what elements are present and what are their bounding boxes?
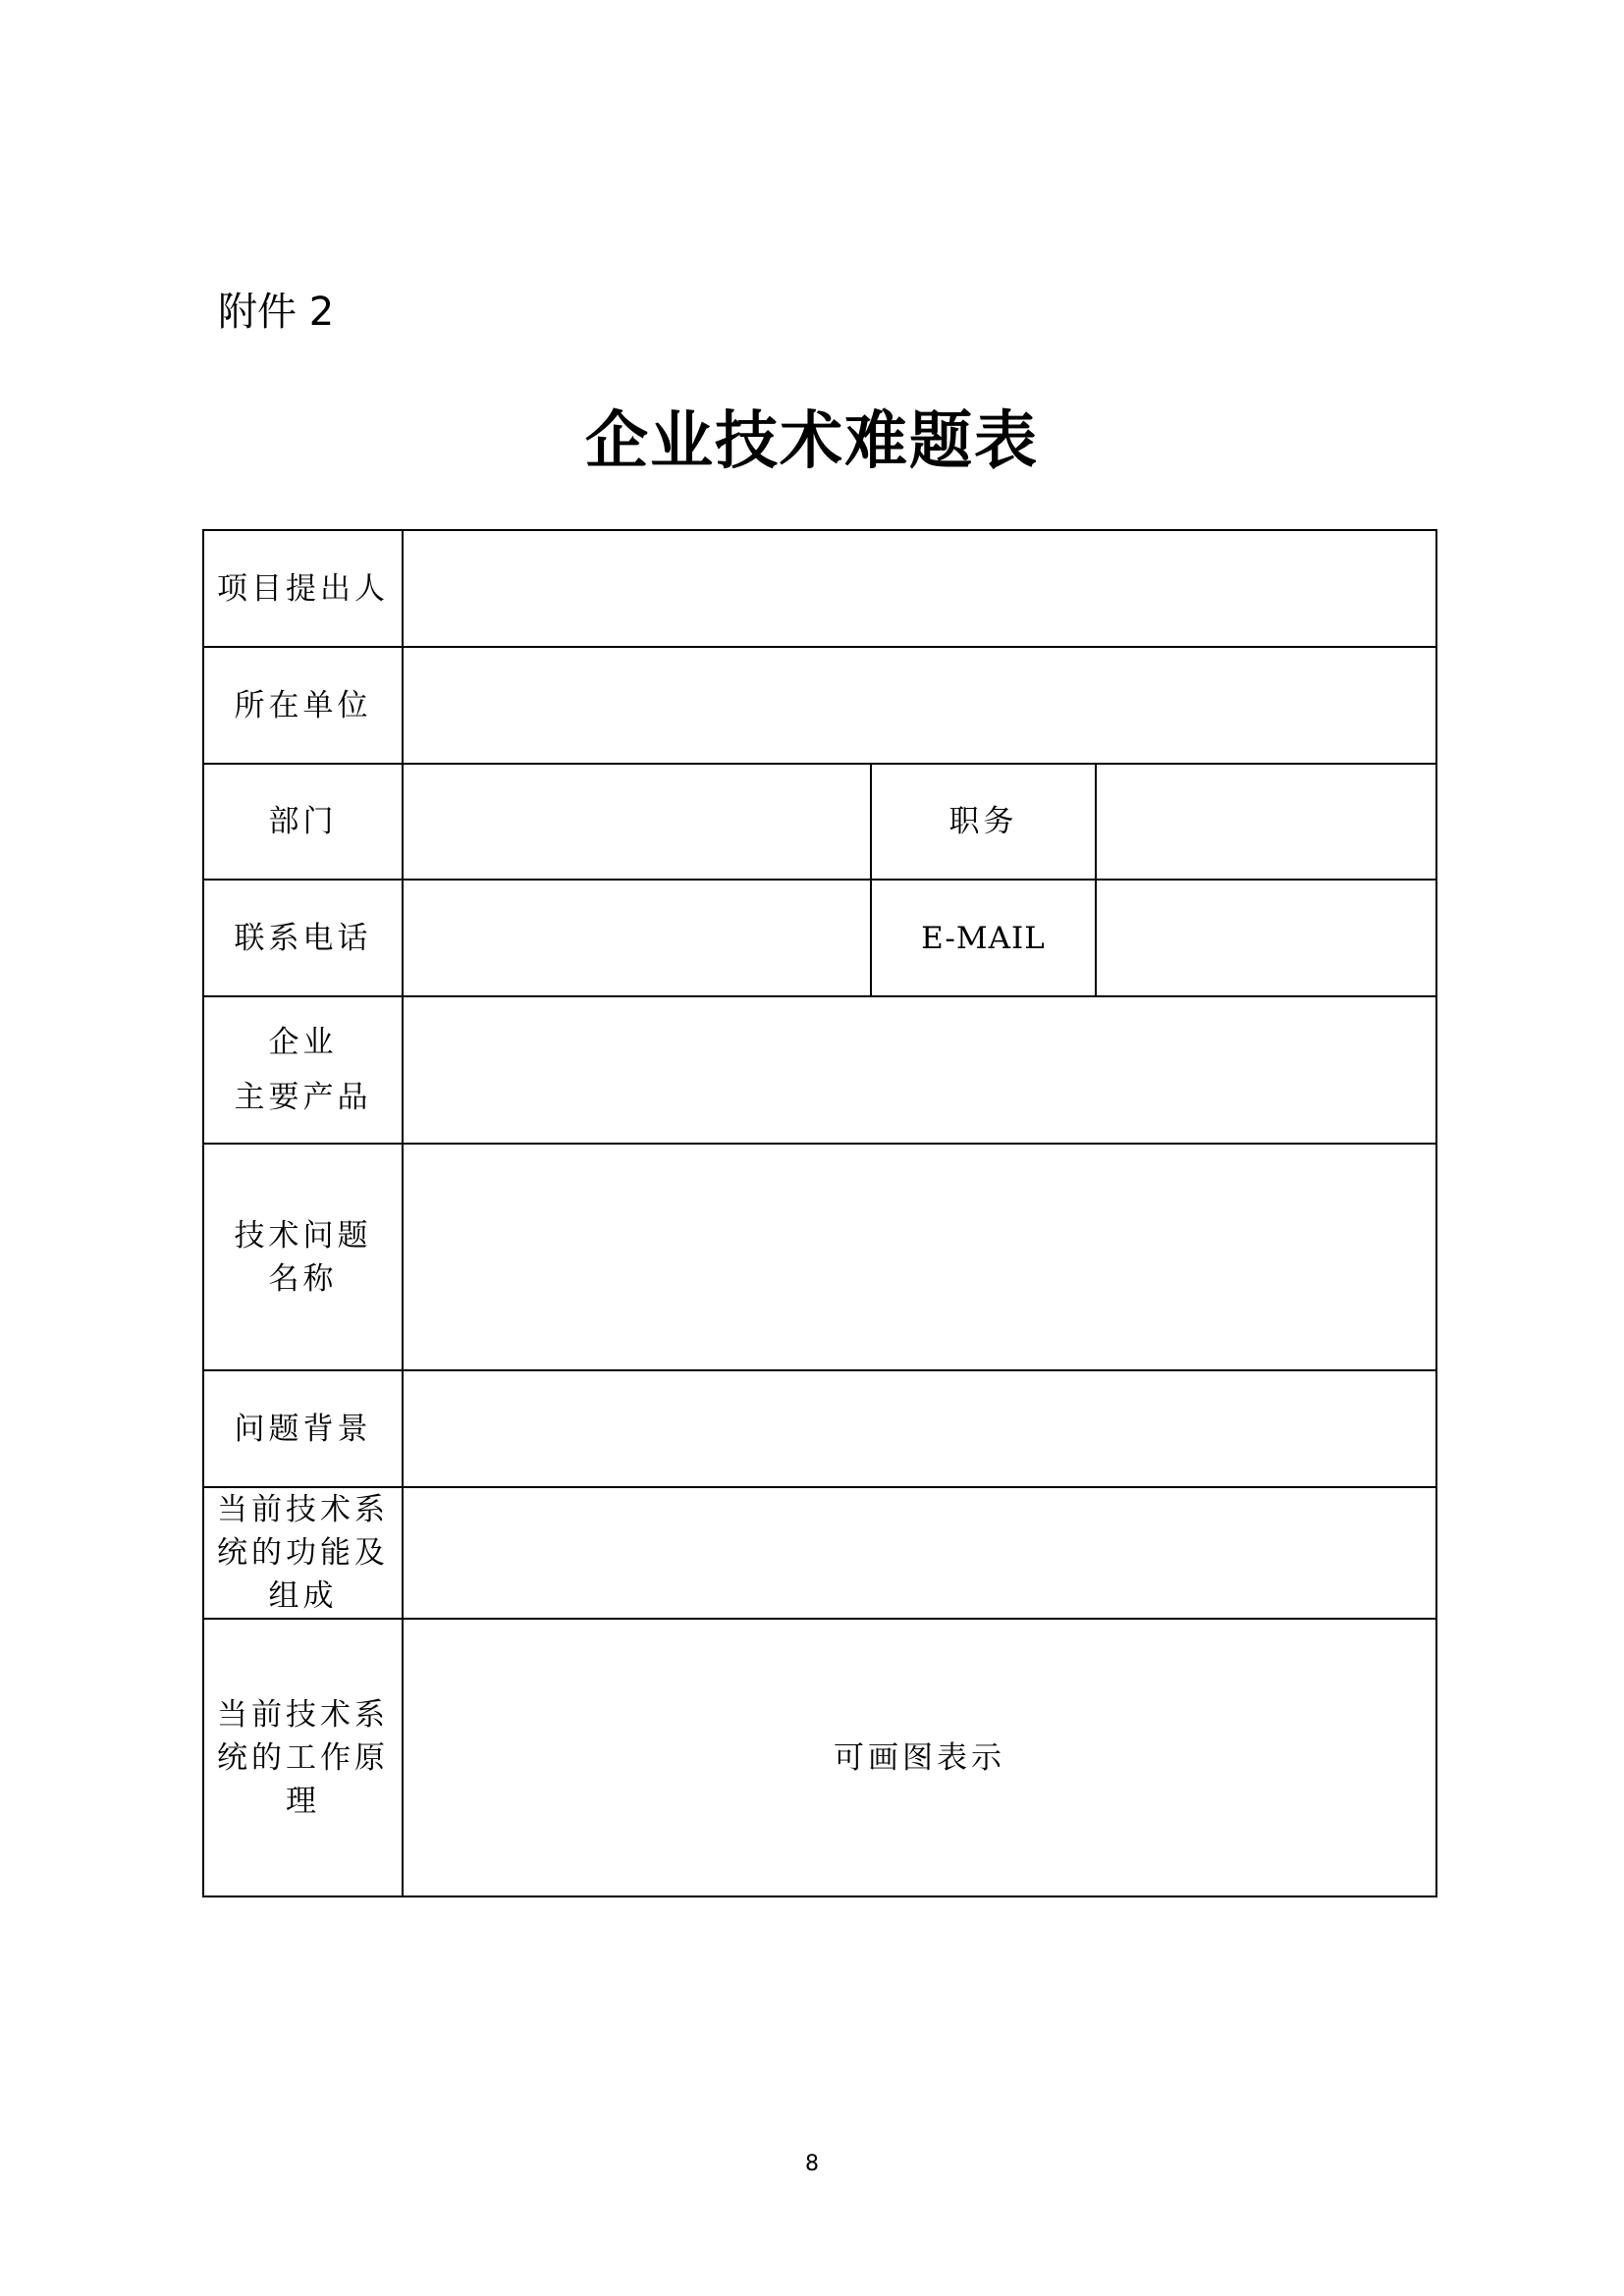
function-label-line2: 统的功能及: [217, 1535, 389, 1571]
main-products-label-line1: 企业: [268, 1025, 338, 1060]
problem-name-field[interactable]: [403, 1144, 1436, 1370]
department-field[interactable]: [403, 764, 871, 880]
page-title: 企业技术难题表: [585, 404, 1039, 478]
email-label: E-MAIL: [871, 880, 1096, 996]
function-label-line1: 当前技术系: [217, 1492, 389, 1527]
position-label: 职务: [871, 764, 1096, 880]
proposer-field[interactable]: [403, 530, 1436, 647]
principle-label: [203, 1619, 403, 1896]
position-field[interactable]: [1096, 764, 1436, 880]
function-field[interactable]: [403, 1487, 1436, 1619]
principle-label-line2: 统的工作原: [217, 1739, 389, 1776]
principle-field[interactable]: [403, 1619, 1436, 1896]
function-label: [203, 1487, 403, 1619]
principle-hint: 可画图表示: [834, 1739, 1006, 1776]
problem-name-label: [203, 1144, 403, 1370]
technical-problem-form: [202, 529, 1437, 1897]
background-field[interactable]: [403, 1370, 1436, 1487]
attachment-label: 附件 2: [218, 290, 335, 335]
row-department: [203, 764, 1436, 880]
phone-field[interactable]: [403, 880, 871, 996]
page-number: 8: [805, 2152, 819, 2176]
problem-name-label-line2: 名称: [268, 1260, 338, 1297]
principle-label-line1: 当前技术系: [217, 1696, 389, 1733]
row-unit: [203, 647, 1436, 764]
proposer-label: 项目提出人: [203, 530, 403, 647]
background-label: 问题背景: [203, 1370, 403, 1487]
function-label-line3: 组成: [268, 1578, 338, 1614]
problem-name-label-line1: 技术问题: [234, 1217, 372, 1254]
row-contact: [203, 880, 1436, 996]
email-field[interactable]: [1096, 880, 1436, 996]
main-products-label-line2: 主要产品: [234, 1080, 372, 1115]
unit-field[interactable]: [403, 647, 1436, 764]
row-background: [203, 1370, 1436, 1487]
phone-label: 联系电话: [203, 880, 403, 996]
row-problem-name: [203, 1144, 1436, 1370]
main-products-label: [203, 996, 403, 1144]
row-main-products: [203, 996, 1436, 1144]
principle-label-line3: 理: [286, 1783, 320, 1819]
row-function: [203, 1487, 1436, 1619]
row-principle: [203, 1619, 1436, 1896]
main-products-field[interactable]: [403, 996, 1436, 1144]
unit-label: 所在单位: [203, 647, 403, 764]
row-proposer: [203, 530, 1436, 647]
department-label: 部门: [203, 764, 403, 880]
